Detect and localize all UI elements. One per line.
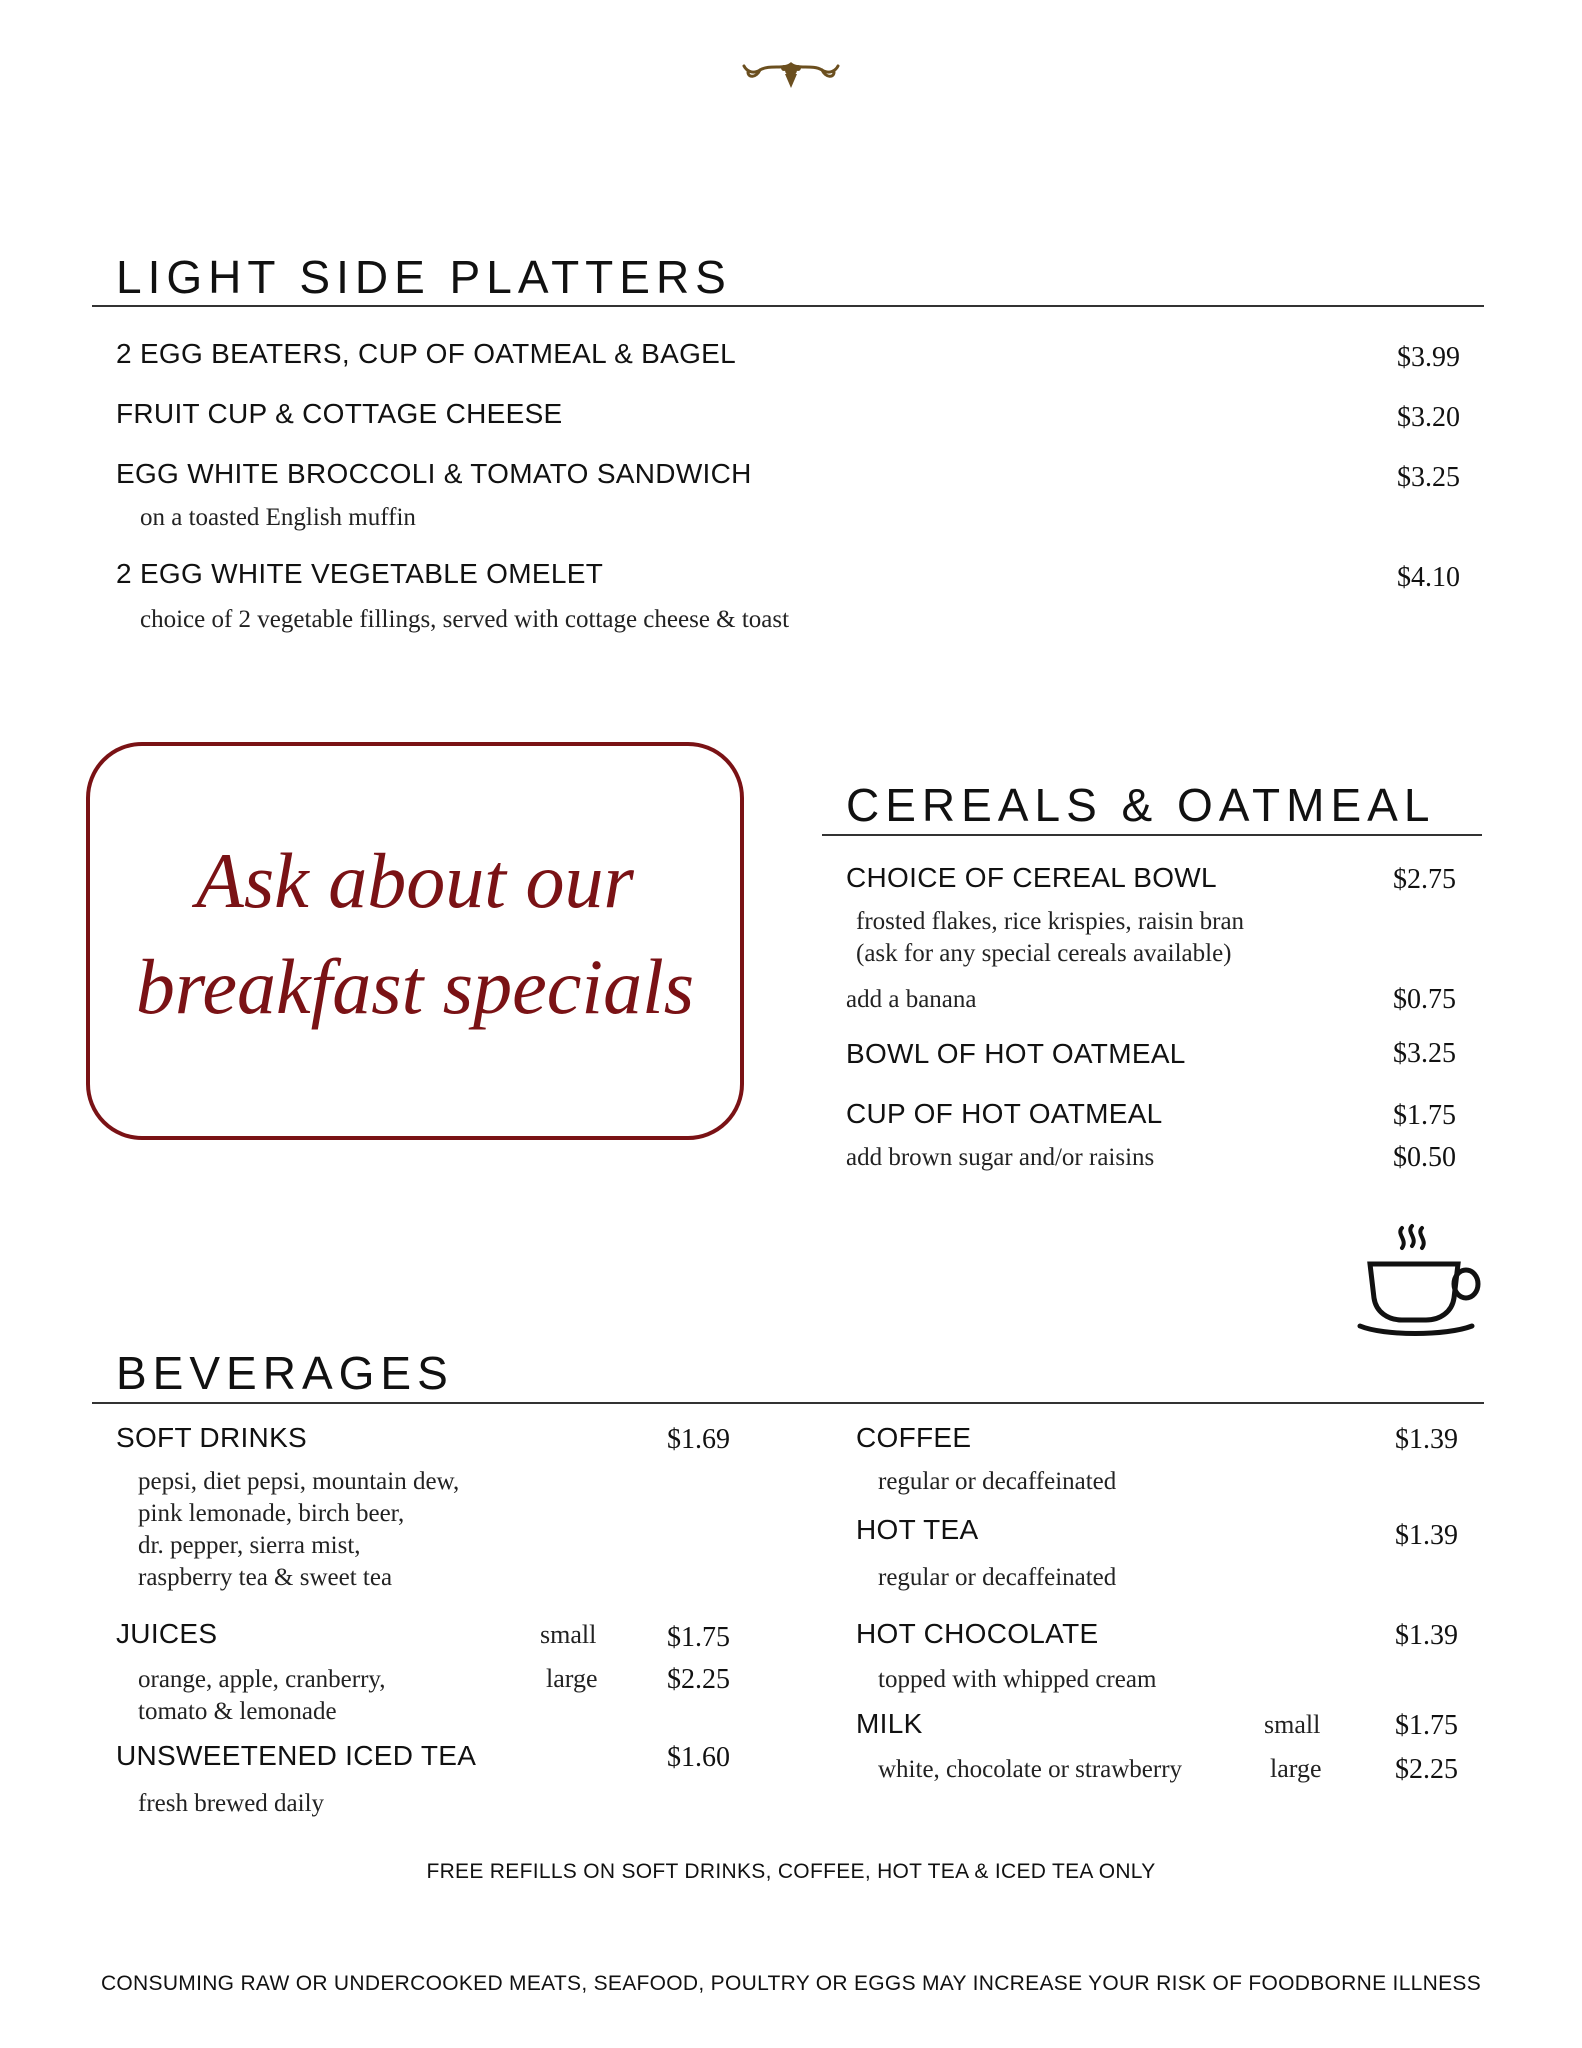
menu-item-description: choice of 2 vegetable fillings, served with cottage cheese & toast — [140, 606, 790, 633]
menu-item-name: HOT CHOCOLATE — [856, 1618, 1099, 1649]
menu-item-name: 2 EGG WHITE VEGETABLE OMELET — [116, 558, 604, 589]
menu-item-price-small: $1.75 — [1395, 1710, 1458, 1741]
section-rule — [92, 305, 1484, 307]
menu-item-price: $3.25 — [1393, 1038, 1456, 1069]
menu-item-name: SOFT DRINKS — [116, 1422, 308, 1453]
menu-item-price-large: $2.25 — [667, 1664, 730, 1695]
menu-item-name: EGG WHITE BROCCOLI & TOMATO SANDWICH — [116, 458, 752, 489]
menu-item-price: $1.39 — [1395, 1424, 1458, 1455]
menu-item-description: orange, apple, cranberry, — [138, 1666, 386, 1693]
specials-line-2: breakfast specials — [135, 943, 695, 1030]
section-title-light-side: LIGHT SIDE PLATTERS — [116, 251, 732, 303]
section-title-cereals: CEREALS & OATMEAL — [846, 779, 1436, 831]
section-title-beverages: BEVERAGES — [116, 1347, 454, 1399]
size-label-small: small — [1264, 1710, 1321, 1739]
menu-item-description: white, chocolate or strawberry — [878, 1756, 1183, 1783]
menu-item-name: HOT TEA — [856, 1514, 979, 1545]
menu-item-price: $1.39 — [1395, 1620, 1458, 1651]
menu-item-description: dr. pepper, sierra mist, — [138, 1532, 361, 1559]
menu-item-price: $1.75 — [1393, 1100, 1456, 1131]
menu-item-price: $3.20 — [1397, 402, 1460, 433]
menu-item-price: $2.75 — [1393, 864, 1456, 895]
menu-item-description: pepsi, diet pepsi, mountain dew, — [138, 1468, 460, 1495]
menu-item-price: $3.25 — [1397, 462, 1460, 493]
menu-item-description: (ask for any special cereals available) — [856, 940, 1232, 967]
menu-item-name: COFFEE — [856, 1422, 972, 1453]
menu-item-name: 2 EGG BEATERS, CUP OF OATMEAL & BAGEL — [116, 338, 737, 369]
menu-item-description: regular or decaffeinated — [878, 1468, 1117, 1495]
section-rule — [822, 834, 1482, 836]
menu-item-description: on a toasted English muffin — [140, 504, 416, 531]
menu-item-description: fresh brewed daily — [138, 1790, 325, 1817]
menu-item-price: $1.60 — [667, 1742, 730, 1773]
menu-item-price: $3.99 — [1397, 342, 1460, 373]
menu-item-name: CHOICE OF CEREAL BOWL — [846, 862, 1217, 893]
menu-item-price: $1.69 — [667, 1424, 730, 1455]
menu-item-description: pink lemonade, birch beer, — [138, 1500, 405, 1527]
menu-item-description: frosted flakes, rice krispies, raisin bran — [856, 908, 1245, 935]
specials-callout-box — [86, 742, 744, 1140]
menu-item-name: add brown sugar and/or raisins — [846, 1144, 1155, 1171]
menu-item-name: FRUIT CUP & COTTAGE CHEESE — [116, 398, 563, 429]
menu-item-description: raspberry tea & sweet tea — [138, 1564, 393, 1591]
menu-item-name: add a banana — [846, 986, 977, 1013]
flourish-ornament-icon — [740, 56, 842, 96]
menu-item-description: tomato & lemonade — [138, 1698, 337, 1725]
specials-line-1: Ask about our — [196, 837, 634, 924]
menu-item-name: CUP OF HOT OATMEAL — [846, 1098, 1163, 1129]
menu-item-price: $0.75 — [1393, 984, 1456, 1015]
refills-note: FREE REFILLS ON SOFT DRINKS, COFFEE, HOT TEA & ICED TEA ONLY — [426, 1860, 1156, 1883]
menu-item-name: JUICES — [116, 1618, 218, 1649]
menu-item-price: $4.10 — [1397, 562, 1460, 593]
menu-item-name: MILK — [856, 1708, 923, 1739]
menu-item-price-small: $1.75 — [667, 1622, 730, 1653]
section-rule — [92, 1402, 1484, 1404]
size-label-small: small — [540, 1620, 597, 1649]
menu-item-price-large: $2.25 — [1395, 1754, 1458, 1785]
menu-item-description: topped with whipped cream — [878, 1666, 1157, 1693]
foodborne-warning: CONSUMING RAW OR UNDERCOOKED MEATS, SEAFOOD, POULTRY OR EGGS MAY INCREASE YOUR RISK OF FOODBORNE ILLNESS — [100, 1972, 1482, 1995]
coffee-cup-icon — [1354, 1222, 1484, 1336]
size-label-large: large — [1270, 1754, 1322, 1783]
menu-item-description: regular or decaffeinated — [878, 1564, 1117, 1591]
size-label-large: large — [546, 1664, 598, 1693]
menu-item-name: BOWL OF HOT OATMEAL — [846, 1038, 1186, 1069]
menu-item-price: $1.39 — [1395, 1520, 1458, 1551]
menu-item-name: UNSWEETENED ICED TEA — [116, 1740, 477, 1771]
menu-item-price: $0.50 — [1393, 1142, 1456, 1173]
